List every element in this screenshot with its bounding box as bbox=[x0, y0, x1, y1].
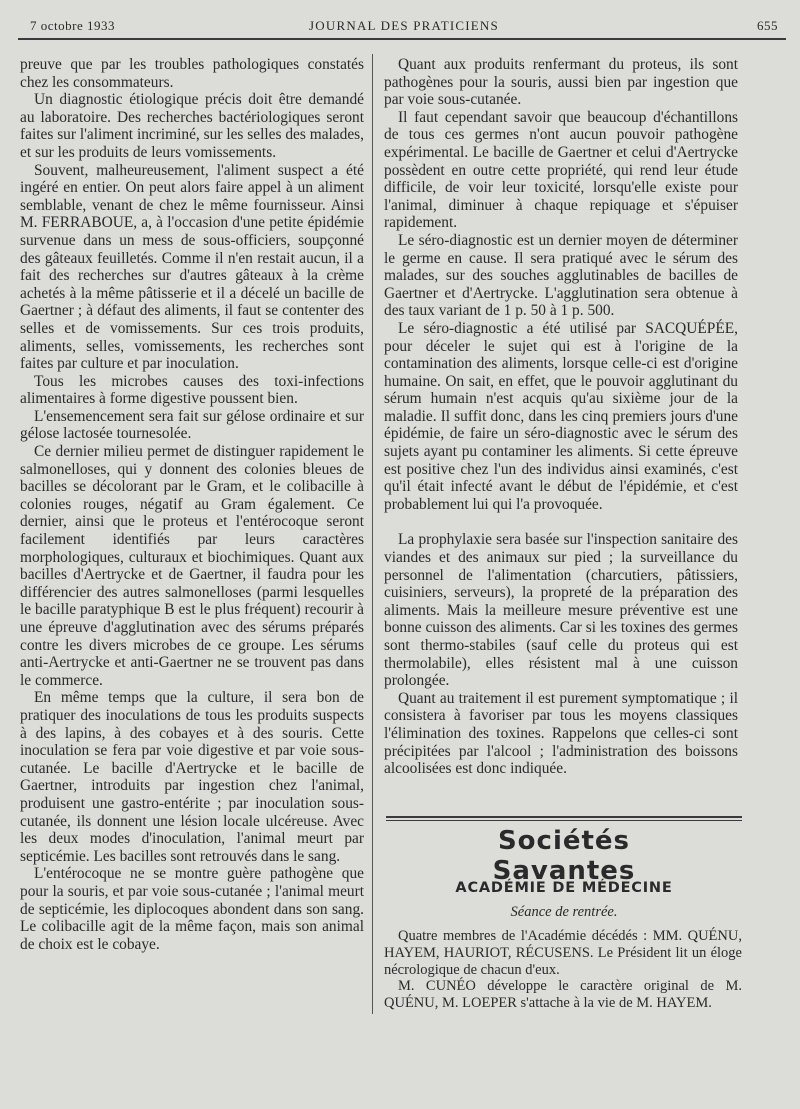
section-rule bbox=[386, 820, 742, 821]
paragraph: L'entérocoque ne se montre guère pathogène que pour la souris, et par voie sous-cutanée ; l'animal meurt de septicémie, les diplocoques abondent dans son sang. Le colibacille agit de la même façon, mais son animal de choix est le cobaye. bbox=[20, 865, 364, 953]
paragraph: Le séro-diagnostic est un dernier moyen de déterminer le germe en cause. Il sera pratiqué avec le sérum des malades, sur des souches agglutinables de bacilles de Gaertner et d'Aertrycke. L'agglutination sera obtenue à des taux variant de 1 p. 50 à 1 p. 500. bbox=[384, 231, 738, 320]
left-column bbox=[20, 56, 364, 953]
paragraph: Un diagnostic étiologique précis doit être demandé au laboratoire. Des recherches bactériologiques seront faites sur l'aliment incriminé, sur les selles des malades, et sur les produits de leurs vomissements. bbox=[20, 91, 364, 161]
column-divider bbox=[372, 54, 373, 1014]
paragraph: En même temps que la culture, il sera bon de pratiquer des inoculations de tous les produits suspects à des lapins, à des cobayes et à des souris. Cette inoculation se fera par voie digestive et par voie sous-cutanée. Le bacille d'Aertrycke et le bacille de Gaertner, introduits par ingestion chez l'animal, produisent une gastro-entérite ; par inoculation sous-cutanée, ils donnent une lésion locale ulcéreuse. Avec les deux modes d'inoculation, l'animal meurt par septicémie. Les bacilles sont retrouvés dans le sang. bbox=[20, 689, 364, 865]
paragraph: preuve que par les troubles pathologiques constatés chez les consommateurs. bbox=[20, 56, 364, 91]
section-rule bbox=[386, 816, 742, 818]
section-title-word: Savantes bbox=[492, 856, 636, 886]
paragraph: M. CUNÉO développe le caractère original de M. QUÉNU, M. LOEPER s'attache à la vie de M. HAYEM. bbox=[384, 978, 742, 1012]
paragraph: Quatre membres de l'Académie décédés : MM. QUÉNU, HAYEM, HAURIOT, RÉCUSENS. Le Président lit un éloge nécrologique de chacun d'eux. bbox=[384, 928, 742, 978]
session-subheading: Séance de rentrée. bbox=[510, 904, 618, 920]
paragraph: Il faut cependant savoir que beaucoup d'échantillons de tous ces germes n'ont aucun pouvoir pathogène expérimental. Le bacille de Gaertner et celui d'Aertrycke possèdent en outre cette propriété, qui rend leur étude difficile, de voir leur toxicité, lorsqu'elle existe pour l'animal, diminuer à chaque repiquage et s'épuiser rapidement. bbox=[384, 108, 738, 232]
section-title-word: Sociétés bbox=[497, 826, 631, 856]
issue-date: 7 octobre 1933 bbox=[30, 18, 115, 33]
society-report bbox=[384, 928, 742, 1012]
page-header bbox=[30, 16, 778, 36]
society-heading: ACADÉMIE DE MÉDECINE bbox=[455, 880, 673, 896]
paragraph: Quant aux produits renfermant du proteus, ils sont pathogènes pour la souris, aussi bien par ingestion que par voie sous-cutanée. bbox=[384, 56, 738, 109]
paragraph: L'ensemencement sera fait sur gélose ordinaire et sur gélose lactosée tournesolée. bbox=[20, 407, 364, 443]
paragraph: Quant au traitement il est purement symptomatique ; il consistera à favoriser par tous les moyens classiques l'élimination des toxines. Rappelons que celles-ci sont précipitées par l'alcool ; l'administration des boissons alcoolisées est donc indiquée. bbox=[384, 689, 738, 778]
paragraph-gap bbox=[384, 513, 738, 531]
paragraph: La prophylaxie sera basée sur l'inspection sanitaire des viandes et des animaux sur pied ; la surveillance du personnel de l'alimentation (charcutiers, pâtissiers, cuisiniers, serveurs), la propreté de la préparation des aliments. Mais la meilleure mesure préventive est une bonne cuisson des aliments. Car si les toxines des germes sont thermo-stabiles (sauf celle du proteus qui est thermolabile), elles résistent mal à une cuisson prolongée. bbox=[384, 531, 738, 690]
paragraph: Souvent, malheureusement, l'aliment suspect a été ingéré en entier. On peut alors faire appel à un aliment semblable, venant de chez le même fournisseur. Ainsi M. FERRABOUE, a, à l'occasion d'une petite épidémie survenue dans un mess de sous-officiers, soupçonné des gâteaux feuilletés. Comme il n'en restait aucun, il a fait des recherches sur d'autres gâteaux à la crème achetés à la même pâtisserie et il a décelé un bacille de Gaertner ; à défaut des aliments, il faut se contenter des selles et de vomissements. Sur ces trois produits, aliments, selles, vomissements, les recherches sont faites par culture et par inoculation. bbox=[20, 161, 364, 373]
paragraph: Ce dernier milieu permet de distinguer rapidement le salmonelloses, qui y donnent des colonies bleues de bacilles se décolorant par le Gram, et le colibacille à colonies rouges, négatif au Gram également. Ce dernier, ainsi que le proteus et l'entérocoque seront facilement identifiés par leurs caractères morphologiques, culturaux et biochimiques. Quant aux bacilles d'Aertrycke et de Gaertner, il faudra pour les différencier des autres salmonelloses (parmi lesquelles le bacille paratyphique B est le plus fréquent) recourir à une épreuve d'agglutination avec des sérums préparés contre les divers microbes de ce groupe. Les sérums anti-Aertrycke et anti-Gaertner ne se trouvent pas dans le commerce. bbox=[20, 443, 364, 689]
page-number: 655 bbox=[757, 18, 778, 33]
right-column bbox=[384, 56, 738, 778]
journal-title: JOURNAL DES PRATICIENS bbox=[309, 18, 499, 33]
header-rule bbox=[18, 38, 786, 40]
section-title bbox=[386, 826, 742, 886]
paragraph: Tous les microbes causes des toxi-infections alimentaires à forme digestive poussent bien. bbox=[20, 372, 364, 408]
paragraph: Le séro-diagnostic a été utilisé par SACQUÉPÉE, pour déceler le sujet qui est à l'origine de la contamination des aliments, lorsque celle-ci est d'origine humaine. On sait, en effet, que le pouvoir agglutinant du sérum humain n'est acquis qu'au sixième jour de la maladie. Il suffit donc, dans les cinq premiers jours d'une épidémie, de faire un séro-diagnostic avec le sérum des sujets ayant pu contaminer les aliments. Si cette épreuve est positive chez l'un des individus ainsi examinés, c'est qu'il était infecté avant le début de l'épidémie, et c'est probablement lui qui l'a provoquée. bbox=[384, 319, 738, 513]
